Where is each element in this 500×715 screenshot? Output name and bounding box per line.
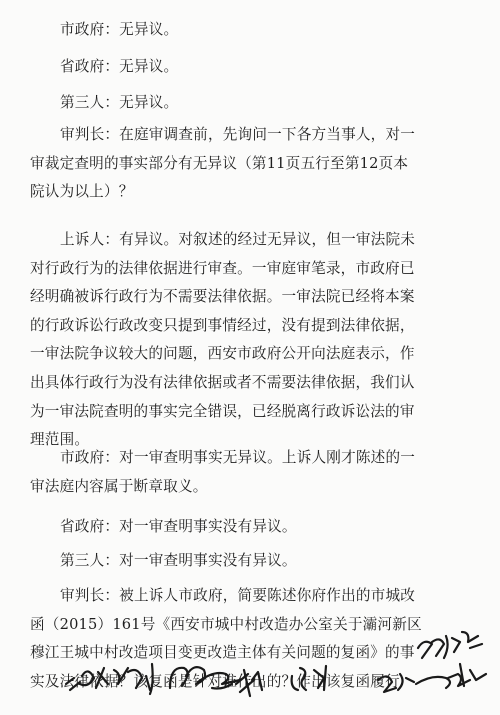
text-line: 审裁定查明的事实部分有无异议（第11页五行至第12页本 bbox=[30, 154, 409, 172]
text-line: 审判长：在庭审调查前，先询问一下各方当事人，对一 bbox=[60, 126, 416, 143]
text-line: 市政府：无异议。 bbox=[60, 21, 179, 38]
paragraph-city-gov-1 bbox=[60, 16, 470, 45]
text-line: 实及法律依据？该复函是针对谁作出的？作出该复函履行 bbox=[30, 672, 400, 690]
text-line: 省政府：对一审查明事实没有异议。 bbox=[60, 518, 297, 535]
text-line: 第三人：无异议。 bbox=[60, 94, 179, 111]
paragraph-presiding-judge-2 bbox=[30, 582, 470, 696]
paragraph-third-party-2 bbox=[60, 547, 470, 576]
text-line: 经明确被诉行政行为不需要法律依据。一审法院已经将本案 bbox=[30, 288, 415, 306]
paragraph-province-gov-2 bbox=[60, 513, 470, 542]
text-line: 函（2015）161号《西安市城中村改造办公室关于灞河新区 bbox=[30, 615, 422, 633]
paragraph-city-gov-2 bbox=[30, 444, 470, 501]
paragraph-appellant bbox=[30, 226, 470, 455]
text-line: 穆江王城中村改造项目变更改造主体有关问题的复函》的事 bbox=[30, 644, 415, 662]
paragraph-third-party-1 bbox=[60, 89, 470, 118]
text-line: 对行政行为的法律依据进行审查。一审庭审笔录，市政府已 bbox=[30, 259, 415, 277]
paragraph-presiding-judge-1 bbox=[30, 121, 470, 207]
text-line: 为一审法院查明的事实完全错误，已经脱离行政诉讼法的审 bbox=[30, 402, 415, 420]
text-line: 省政府：无异议。 bbox=[60, 58, 179, 75]
text-line: 审判长：被上诉人市政府，简要陈述你府作出的市城改 bbox=[60, 587, 416, 604]
text-line: 上诉人：有异议。对叙述的经过无异议，但一审法院未 bbox=[60, 231, 416, 248]
text-line: 一审法院争议较大的问题，西安市政府公开向法庭表示，作 bbox=[30, 345, 415, 363]
text-line: 第三人：对一审查明事实没有异议。 bbox=[60, 552, 297, 569]
text-line: 院认为以上）？ bbox=[30, 183, 134, 201]
text-line: 审法庭内容属于断章取义。 bbox=[30, 477, 208, 495]
text-line: 市政府：对一审查明事实无异议。上诉人刚才陈述的一 bbox=[60, 449, 416, 466]
paragraph-province-gov-1 bbox=[60, 53, 470, 82]
text-line: 的行政诉讼行政改变只提到事情经过，没有提到法律依据， bbox=[30, 316, 415, 334]
text-line: 理范围。 bbox=[30, 431, 90, 449]
text-line: 出具体行政行为没有法律依据或者不需要法律依据，我们认 bbox=[30, 373, 415, 391]
